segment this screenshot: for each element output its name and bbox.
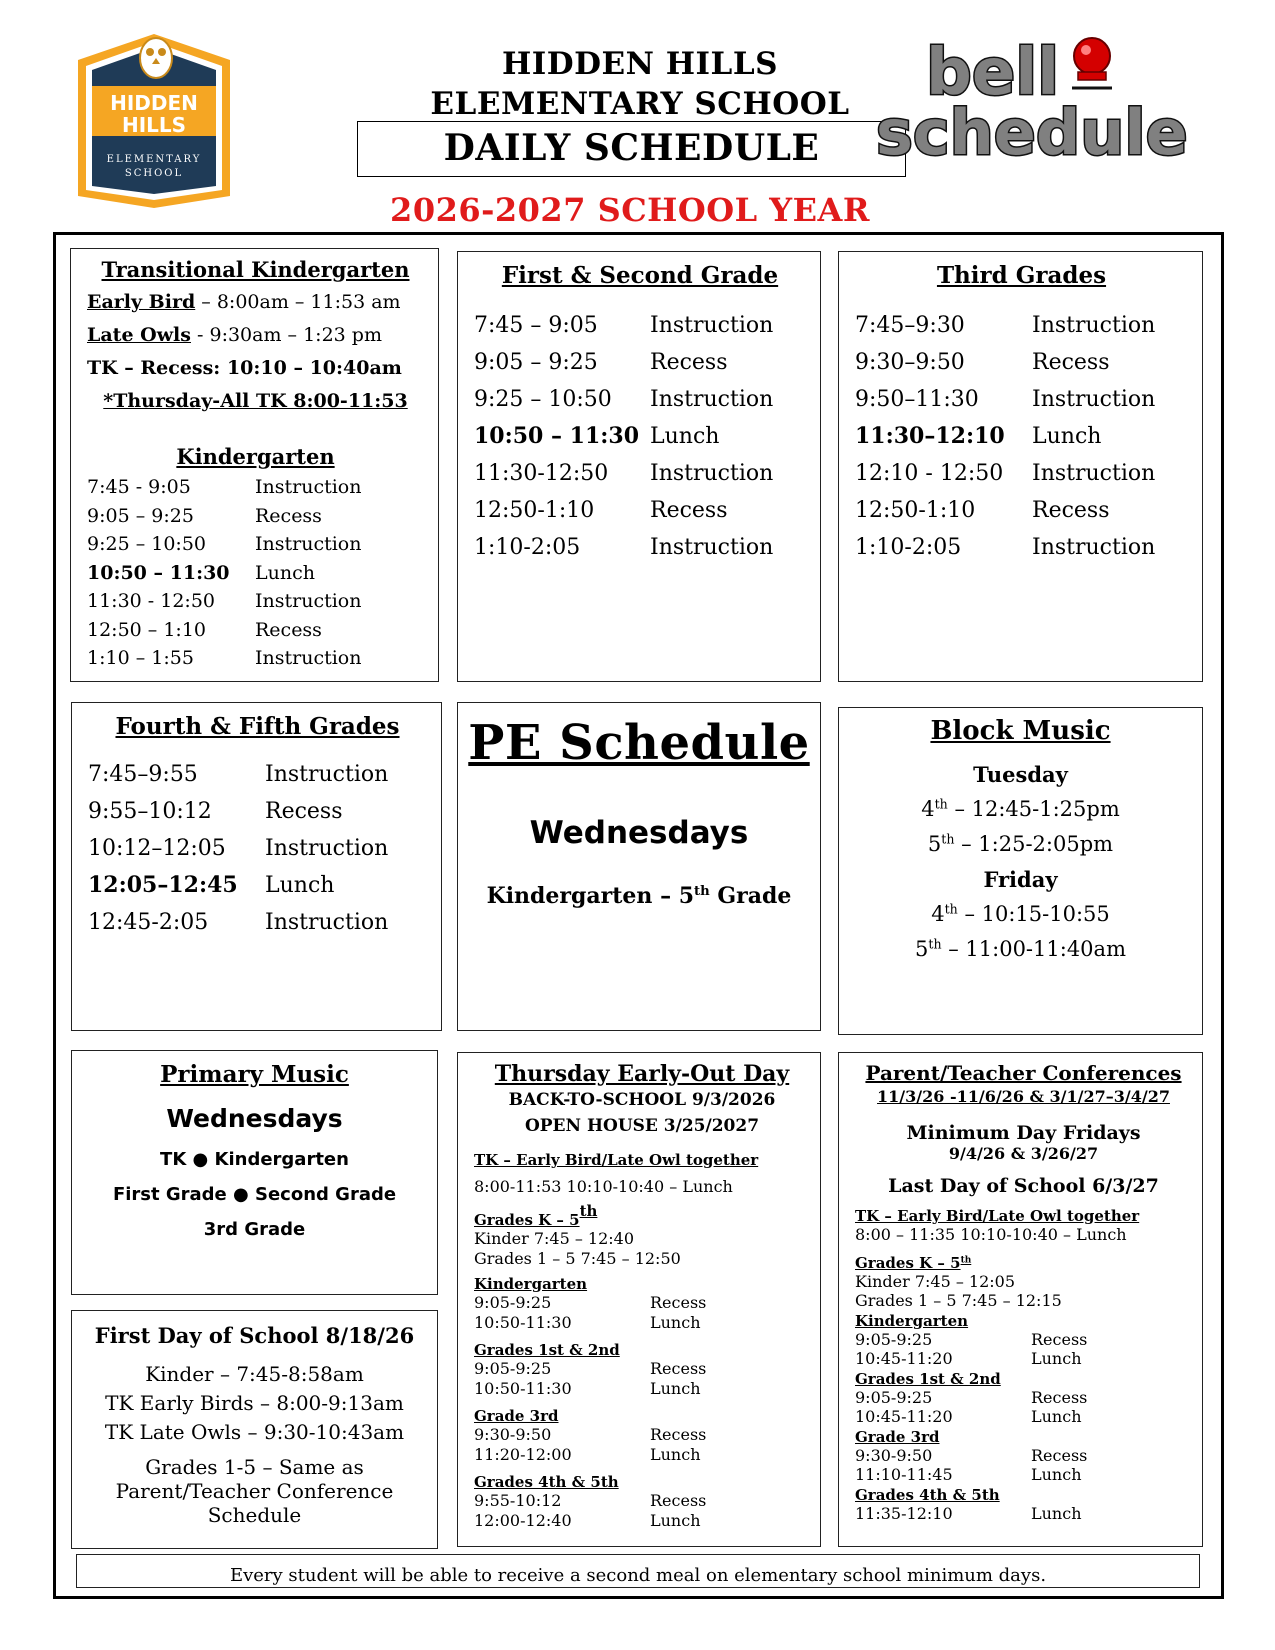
art-word-schedule: schedule	[876, 96, 1188, 169]
activity: Recess	[650, 1359, 707, 1378]
page-title: DAILY SCHEDULE	[357, 121, 906, 177]
block-music-box	[838, 707, 1203, 1035]
heading-sup: th	[960, 1255, 972, 1266]
time: 12:50-1:10	[855, 498, 976, 523]
activity: Lunch	[265, 873, 335, 898]
activity: Recess	[255, 618, 322, 641]
time: 11:10-11:45	[855, 1465, 953, 1484]
activity: Lunch	[650, 1511, 701, 1530]
time: 9:30-9:50	[474, 1425, 552, 1444]
time: 12:00-12:40	[474, 1511, 572, 1530]
tk-title: Transitional Kindergarten	[101, 257, 410, 282]
time: 7:45 - 9:05	[87, 476, 191, 498]
tk-kindergarten-box	[70, 248, 439, 682]
conferences-box	[838, 1052, 1203, 1547]
time: 1:10 – 1:55	[87, 647, 194, 669]
activity: Recess	[650, 1425, 707, 1444]
tk-recess: TK – Recess: 10:10 – 10:40am	[87, 357, 402, 379]
fourth-fifth-grade-box	[71, 702, 442, 1031]
footer-note: Every student will be able to receive a second meal on elementary school minimum days.	[76, 1554, 1200, 1588]
activity: Lunch	[650, 424, 720, 449]
block-music-slot	[839, 832, 1202, 856]
table-row	[87, 644, 424, 673]
grade: 4	[921, 797, 935, 821]
first-day-box	[71, 1310, 438, 1549]
table-row	[855, 455, 1188, 492]
time: 12:10 - 12:50	[855, 461, 1004, 486]
activity: Instruction	[255, 647, 362, 669]
activity: Instruction	[650, 387, 774, 412]
time: – 12:45-1:25pm	[947, 797, 1120, 821]
table-row	[88, 756, 427, 793]
grade: 4	[931, 902, 945, 926]
pe-schedule-box	[457, 702, 821, 1031]
time: 10:45-11:20	[855, 1349, 953, 1368]
time: 10:50 – 11:30	[474, 423, 640, 449]
block-music-title: Block Music	[930, 716, 1111, 746]
time: – 11:00-11:40am	[941, 937, 1126, 961]
time: 12:50-1:10	[474, 498, 595, 523]
section-heading	[474, 1407, 810, 1425]
table-row	[855, 1330, 1192, 1349]
table-row	[474, 529, 806, 566]
time: 11:30-12:50	[474, 461, 609, 486]
first-day-line: TK Late Owls – 9:30-10:43am	[104, 1420, 405, 1444]
heading-text: Kindergarten	[474, 1275, 588, 1293]
primary-music-title: Primary Music	[160, 1061, 349, 1088]
time: 9:25 – 10:50	[474, 387, 612, 412]
activity: Lunch	[1031, 1465, 1082, 1484]
heading-text: Grades 4th & 5th	[474, 1473, 619, 1491]
activity: Recess	[650, 1293, 707, 1312]
time: 10:50-11:30	[474, 1379, 572, 1398]
activity: Lunch	[650, 1445, 701, 1464]
activity: Recess	[1032, 350, 1110, 375]
activity: Lunch	[650, 1379, 701, 1398]
section-line: 8:00-11:53 10:10-10:40 – Lunch	[474, 1177, 733, 1196]
sup: th	[934, 796, 948, 812]
third-grade-box	[838, 251, 1203, 682]
time: 7:45–9:55	[88, 762, 198, 787]
sup: th	[941, 831, 955, 847]
grade: 5	[927, 832, 942, 856]
section-heading	[855, 1207, 1192, 1225]
table-row	[87, 616, 424, 645]
table-row	[474, 455, 806, 492]
logo-text-1: HIDDEN	[110, 91, 198, 115]
pe-grades	[458, 883, 820, 909]
heading-text: Grades K – 5	[474, 1211, 580, 1229]
activity: Lunch	[1031, 1349, 1082, 1368]
primary-music-line: TK ● Kindergarten	[160, 1149, 349, 1170]
kindergarten-title: Kindergarten	[176, 444, 335, 469]
table-row	[855, 418, 1188, 455]
owl-icon	[140, 38, 172, 78]
time: 12:05–12:45	[88, 872, 238, 898]
table-row	[87, 473, 424, 502]
primary-music-box	[71, 1050, 438, 1295]
early-out-sub: BACK-TO-SCHOOL 9/3/2026	[508, 1090, 776, 1110]
heading-text: TK – Early Bird/Late Owl together	[855, 1207, 1140, 1225]
school-name-line1: HIDDEN HILLS	[501, 46, 779, 82]
time: 10:50 – 11:30	[87, 561, 230, 584]
heading-text: Grades 4th & 5th	[855, 1486, 1000, 1504]
time: 9:05-9:25	[474, 1293, 552, 1312]
minimum-day-dates: 9/4/26 & 3/26/27	[948, 1144, 1099, 1163]
table-row	[88, 793, 427, 830]
time: 7:45–9:30	[855, 313, 965, 338]
section-line: Kinder 7:45 – 12:40	[474, 1229, 635, 1248]
activity: Instruction	[650, 461, 774, 486]
time: 9:05 – 9:25	[87, 504, 194, 527]
late-owls-label: Late Owls	[87, 324, 191, 346]
tk-early-bird	[87, 286, 424, 319]
time: 9:25 – 10:50	[87, 533, 207, 555]
section-heading	[474, 1341, 810, 1359]
school-name-line2: ELEMENTARY SCHOOL	[430, 86, 850, 122]
grade: 5	[915, 937, 929, 961]
section-heading	[474, 1151, 810, 1169]
pe-grades-text: Kindergarten – 5	[486, 883, 695, 909]
time: 11:30–12:10	[855, 423, 1005, 449]
pe-grades-sup: th	[694, 884, 710, 900]
time: 10:50-11:30	[474, 1313, 572, 1332]
table-row	[855, 307, 1188, 344]
time: 9:30-9:50	[855, 1446, 933, 1465]
section-heading	[855, 1428, 1192, 1446]
activity: Instruction	[255, 590, 362, 612]
activity: Lunch	[1031, 1504, 1082, 1523]
table-row	[855, 344, 1188, 381]
first-second-grade-box	[457, 251, 821, 682]
time: 9:05-9:25	[855, 1388, 933, 1407]
first-second-title: First & Second Grade	[501, 262, 779, 289]
section-heading	[474, 1275, 810, 1293]
section-line: Grades 1 – 5 7:45 – 12:50	[474, 1249, 681, 1268]
activity: Recess	[1031, 1446, 1088, 1465]
block-music-day2: Friday	[983, 867, 1058, 892]
time: 9:55-10:12	[474, 1491, 562, 1510]
time: 11:20-12:00	[474, 1445, 572, 1464]
heading-text: Grades 1st & 2nd	[474, 1341, 620, 1359]
section-heading	[474, 1473, 810, 1491]
activity: Recess	[1032, 498, 1110, 523]
table-row	[855, 381, 1188, 418]
activity: Lunch	[1031, 1407, 1082, 1426]
table-row	[474, 1359, 810, 1379]
heading-text: Grades 1st & 2nd	[855, 1370, 1001, 1388]
kindergarten-rows	[87, 473, 424, 673]
activity: Recess	[1031, 1388, 1088, 1407]
time: 1:10-2:05	[474, 535, 581, 560]
time: 12:45-2:05	[88, 910, 209, 935]
time: 9:30–9:50	[855, 350, 965, 375]
tk-thursday: *Thursday-All TK 8:00-11:53	[103, 390, 408, 412]
activity: Instruction	[1032, 387, 1156, 412]
table-row	[88, 830, 427, 867]
table-row	[474, 381, 806, 418]
time: 9:55–10:12	[88, 799, 212, 824]
table-row	[474, 1379, 810, 1399]
block-music-day1: Tuesday	[973, 762, 1068, 787]
table-row	[474, 344, 806, 381]
heading-text: TK – Early Bird/Late Owl together	[474, 1151, 759, 1169]
early-out-box	[457, 1052, 821, 1547]
primary-music-line: 3rd Grade	[203, 1219, 306, 1240]
time: 10:45-11:20	[855, 1407, 953, 1426]
table-row	[87, 587, 424, 616]
table-row	[855, 492, 1188, 529]
time: 7:45 – 9:05	[474, 313, 598, 338]
heading-sup: th	[579, 1202, 598, 1220]
primary-music-days: Wednesdays	[166, 1104, 343, 1133]
heading-text: Grade 3rd	[474, 1407, 559, 1425]
activity: Recess	[650, 1491, 707, 1510]
activity: Lunch	[1032, 424, 1102, 449]
activity: Instruction	[1032, 535, 1156, 560]
section-heading	[855, 1370, 1192, 1388]
logo-text-3: ELEMENTARY	[106, 154, 202, 165]
table-row	[474, 1491, 810, 1511]
table-row	[474, 1511, 810, 1531]
early-out-sub: OPEN HOUSE 3/25/2027	[524, 1116, 760, 1136]
time: 1:10-2:05	[855, 535, 962, 560]
section-line: 8:00 – 11:35 10:10-10:40 – Lunch	[855, 1225, 1127, 1244]
table-row	[87, 530, 424, 559]
table-row	[855, 1407, 1192, 1426]
section-heading	[855, 1254, 1192, 1272]
table-row	[855, 1349, 1192, 1368]
block-music-slot	[839, 902, 1202, 926]
logo-text-4: SCHOOL	[124, 168, 184, 179]
pe-grades-suffix: Grade	[709, 883, 792, 909]
table-row	[88, 867, 427, 904]
logo-text-2: HILLS	[121, 113, 187, 137]
bell-icon	[1072, 38, 1112, 88]
table-row	[474, 1293, 810, 1313]
activity: Recess	[265, 799, 343, 824]
table-row	[88, 904, 427, 941]
heading-text: Grades K – 5	[855, 1254, 961, 1272]
school-year: 2026-2027 SCHOOL YEAR	[390, 191, 870, 229]
table-row	[87, 559, 424, 588]
table-row	[474, 1313, 810, 1333]
school-logo	[72, 28, 236, 212]
table-row	[474, 1445, 810, 1465]
activity: Recess	[1031, 1330, 1088, 1349]
section-heading	[855, 1312, 1192, 1330]
note-line: Parent/Teacher Conference	[115, 1479, 394, 1503]
time: – 1:25-2:05pm	[954, 832, 1114, 856]
activity: Lunch	[650, 1313, 701, 1332]
activity: Instruction	[265, 910, 389, 935]
section-line: Grades 1 – 5 7:45 – 12:15	[855, 1291, 1062, 1310]
conferences-title: Parent/Teacher Conferences	[865, 1061, 1182, 1085]
early-out-title: Thursday Early-Out Day	[494, 1061, 790, 1087]
first-day-title: First Day of School 8/18/26	[94, 1323, 415, 1348]
table-row	[855, 529, 1188, 566]
section-line: Kinder 7:45 – 12:05	[855, 1272, 1016, 1291]
activity: Instruction	[650, 313, 774, 338]
activity: Instruction	[650, 535, 774, 560]
time: 10:12–12:05	[88, 836, 226, 861]
table-row	[87, 502, 424, 531]
activity: Instruction	[255, 533, 362, 555]
activity: Instruction	[265, 762, 389, 787]
heading-text: Grade 3rd	[855, 1428, 940, 1446]
time: 12:50 – 1:10	[87, 618, 207, 641]
tk-late-owls	[87, 319, 424, 352]
note-line: Grades 1-5 – Same as	[145, 1455, 364, 1479]
pe-title: PE Schedule	[468, 715, 810, 771]
time: 11:35-12:10	[855, 1504, 953, 1523]
primary-music-line: First Grade ● Second Grade	[112, 1184, 397, 1205]
table-row	[474, 1425, 810, 1445]
early-bird-time: – 8:00am – 11:53 am	[195, 291, 401, 313]
first-day-line: TK Early Birds – 8:00-9:13am	[105, 1391, 404, 1415]
conference-dates: 11/3/26 -11/6/26 & 3/1/27–3/4/27	[877, 1087, 1170, 1106]
time: 9:05-9:25	[855, 1330, 933, 1349]
first-day-note	[72, 1455, 437, 1527]
third-title: Third Grades	[936, 262, 1107, 289]
last-day: Last Day of School 6/3/27	[888, 1175, 1159, 1197]
activity: Lunch	[255, 561, 315, 584]
bell-schedule-art	[876, 30, 1225, 170]
activity: Instruction	[1032, 461, 1156, 486]
table-row	[855, 1446, 1192, 1465]
table-row	[855, 1388, 1192, 1407]
sup: th	[944, 901, 958, 917]
table-row	[474, 492, 806, 529]
activity: Recess	[650, 350, 728, 375]
activity: Recess	[650, 498, 728, 523]
activity: Recess	[255, 504, 322, 527]
art-word-bell: bell	[926, 36, 1060, 110]
table-row	[855, 1504, 1192, 1523]
minimum-day-title: Minimum Day Fridays	[906, 1122, 1141, 1144]
early-bird-label: Early Bird	[87, 291, 196, 313]
block-music-slot	[839, 797, 1202, 821]
heading-text: Kindergarten	[855, 1312, 969, 1330]
time: 9:50–11:30	[855, 387, 979, 412]
activity: Instruction	[1032, 313, 1156, 338]
time: 9:05-9:25	[474, 1359, 552, 1378]
sup: th	[928, 936, 942, 952]
table-row	[474, 307, 806, 344]
table-row	[855, 1465, 1192, 1484]
fourth-fifth-title: Fourth & Fifth Grades	[115, 713, 400, 740]
section-heading	[474, 1202, 810, 1229]
table-row	[474, 418, 806, 455]
time: 11:30 - 12:50	[87, 590, 216, 612]
block-music-slot	[839, 937, 1202, 961]
note-line: Schedule	[207, 1503, 302, 1527]
pe-days: Wednesdays	[529, 815, 749, 851]
late-owls-time: - 9:30am – 1:23 pm	[190, 324, 382, 346]
time: 9:05 – 9:25	[474, 350, 598, 375]
first-day-line: Kinder – 7:45-8:58am	[145, 1362, 364, 1386]
activity: Instruction	[255, 476, 362, 498]
activity: Instruction	[265, 836, 389, 861]
section-heading	[855, 1486, 1192, 1504]
time: – 10:15-10:55	[957, 902, 1110, 926]
